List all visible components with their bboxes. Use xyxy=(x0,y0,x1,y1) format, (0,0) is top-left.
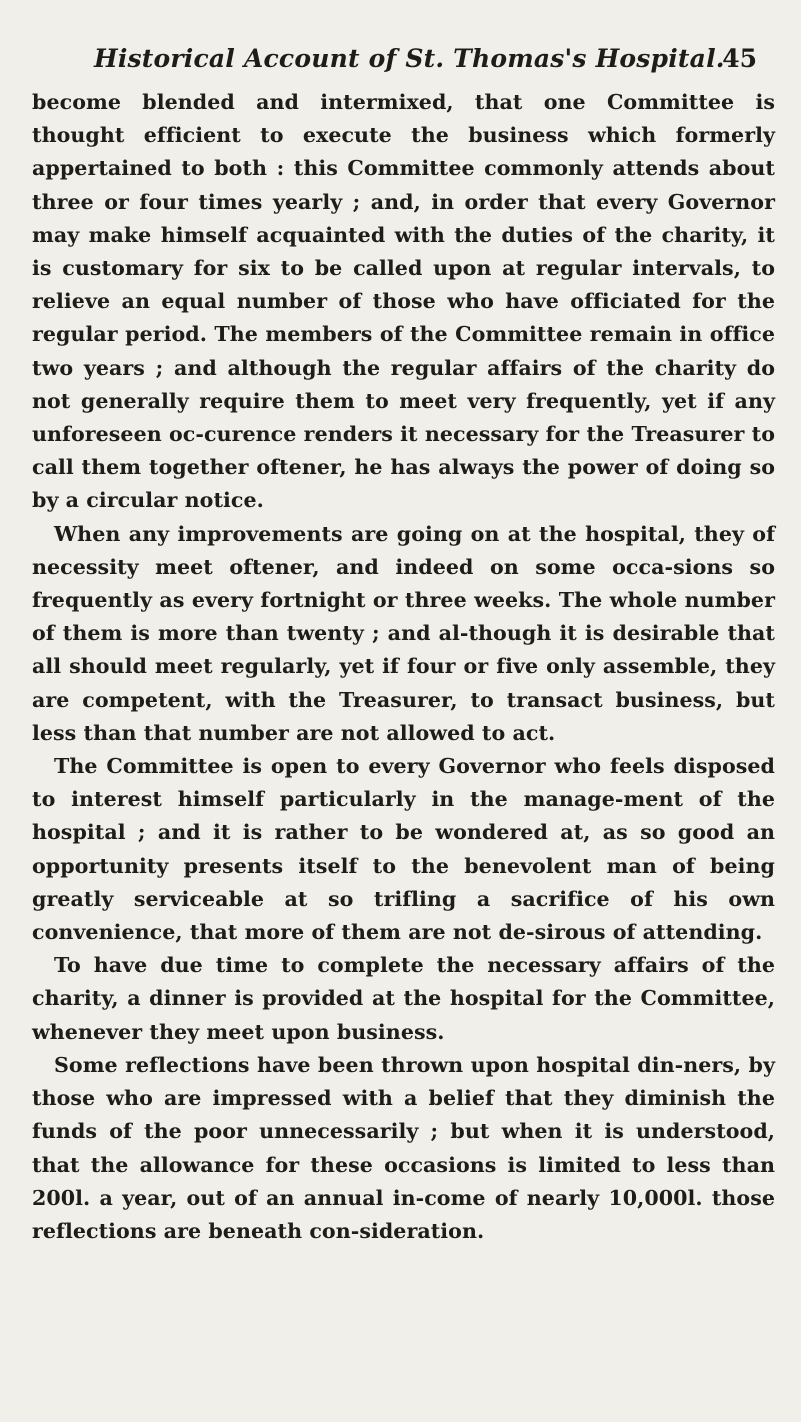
paragraph-1: become blended and intermixed, that one Committee is thought efficient to execute the business which formerly appertained to both : this Committee commonly attends about three or four times yearly ; and, in order that every Governor may make himself acquainted with the duties of the charity, it is customary for six to be called upon at regular intervals, to relieve an equal number of those who have officiated for the regular period. The members of the Committee remain in office two years ; and although the regular affairs of the charity do not generally require them to meet very frequently, yet if any unforeseen oc-curence renders it necessary for the Treasurer to call them together oftener, he has always the power of doing so by a circular notice. xyxy=(32,90,775,513)
paragraph-3: The Committee is open to every Governor who feels disposed to interest himself particularly in the manage-ment of the hospital ; and it is rather to be wondered at, as so good an opportunity presents itself to the benevolent man of being greatly serviceable at so trifling a sacrifice of his own convenience, that more of them are not de-sirous of attending. xyxy=(32,754,775,945)
running-title: Historical Account of St. Thomas's Hospital. xyxy=(94,44,725,73)
paragraph-5: Some reflections have been thrown upon hospital din-ners, by those who are impressed with a belief that they diminish the funds of the poor unnecessarily ; but when it is understood, that the allowance for these occasions is limited to less than 200l. a year, out of an annual in-come of nearly 10,000l. those reflections are beneath con-sideration. xyxy=(32,1052,775,1243)
paragraph-2: When any improvements are going on at the hospital, they of necessity meet oftener, and indeed on some occa-sions so frequently as every fortnight or three weeks. The whole number of them is more than twenty ; and al-though it is desirable that all should meet regularly, yet if four or five only assemble, they are competent, with the Treasurer, to transact business, but less than that number are not allowed to act. xyxy=(32,521,775,745)
paragraph-4: To have due time to complete the necessary affairs of the charity, a dinner is provided at the hospital for the Committee, whenever they meet upon business. xyxy=(32,953,775,1044)
page-header xyxy=(32,44,775,84)
page-number: 45 xyxy=(722,44,757,73)
body-text xyxy=(32,86,775,1248)
